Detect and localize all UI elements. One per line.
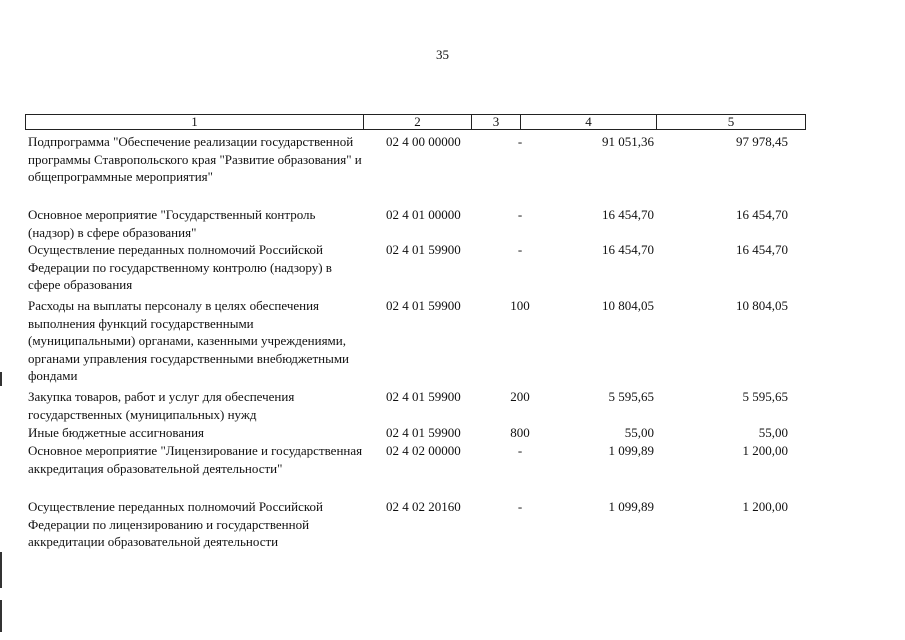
row-value-4: 91 051,36 — [602, 134, 654, 149]
row-value-5: 97 978,45 — [736, 134, 788, 149]
row-value-4: 55,00 — [624, 425, 654, 440]
row-value-4: 1 099,89 — [608, 443, 654, 458]
row-value-4: 10 804,05 — [602, 298, 654, 313]
row-code: 02 4 01 59900 — [386, 242, 461, 257]
row-name: Основное мероприятие "Государственный контроль (надзор) в сфере образования" — [28, 207, 316, 240]
row-value-4: 16 454,70 — [602, 242, 654, 257]
row-name: Осуществление переданных полномочий Российской Федерации по государственному контролю (надзору) в сфере образования — [28, 242, 332, 292]
row-kind: 200 — [510, 389, 530, 404]
row-value-5: 5 595,65 — [742, 389, 788, 404]
row-code: 02 4 01 00000 — [386, 207, 461, 222]
row-kind: - — [517, 207, 523, 222]
row-name: Закупка товаров, работ и услуг для обеспечения государственных (муниципальных) нужд — [28, 389, 295, 422]
row-kind: 100 — [510, 298, 530, 313]
row-code: 02 4 02 20160 — [386, 499, 461, 514]
row-name: Иные бюджетные ассигнования — [28, 425, 205, 440]
row-name: Расходы на выплаты персоналу в целях обеспечения выполнения функций государственными (муниципальными) органами, казенными учреждениями, органами управления государственными внебюджетными фондами — [28, 298, 350, 383]
row-value-5: 55,00 — [758, 425, 788, 440]
row-value-5: 16 454,70 — [736, 242, 788, 257]
row-kind: - — [517, 242, 523, 257]
row-value-4: 16 454,70 — [602, 207, 654, 222]
row-code: 02 4 01 59900 — [386, 298, 461, 313]
row-value-5: 1 200,00 — [742, 443, 788, 458]
row-value-5: 16 454,70 — [736, 207, 788, 222]
column-header-5: 5 — [656, 115, 805, 129]
row-code: 02 4 00 00000 — [386, 134, 461, 149]
row-code: 02 4 02 00000 — [386, 443, 461, 458]
row-name: Подпрограмма "Обеспечение реализации государственной программы Ставропольского края "Развитие образования" и общепрограммные мероприятия" — [28, 134, 362, 184]
row-kind: - — [517, 134, 523, 149]
row-kind: - — [517, 443, 523, 458]
row-value-5: 1 200,00 — [742, 499, 788, 514]
scan-edge-mark — [0, 372, 2, 386]
row-value-5: 10 804,05 — [736, 298, 788, 313]
scan-edge-mark — [0, 600, 2, 632]
column-header-2: 2 — [363, 115, 471, 129]
page-number: 35 — [436, 47, 449, 62]
column-header-4: 4 — [520, 115, 656, 129]
column-header-1: 1 — [191, 114, 198, 129]
row-kind: - — [517, 499, 523, 514]
table-header — [25, 114, 806, 130]
row-name: Осуществление переданных полномочий Российской Федерации по лицензированию и государственной аккредитации образовательной деятельности — [28, 499, 323, 549]
column-header-3: 3 — [471, 115, 520, 129]
row-value-4: 1 099,89 — [608, 499, 654, 514]
row-name: Основное мероприятие "Лицензирование и государственная аккредитация образовательной деятельности" — [28, 443, 363, 476]
row-code: 02 4 01 59900 — [386, 425, 461, 440]
row-value-4: 5 595,65 — [608, 389, 654, 404]
scan-edge-mark — [0, 552, 2, 588]
row-code: 02 4 01 59900 — [386, 389, 461, 404]
row-kind: 800 — [510, 425, 530, 440]
